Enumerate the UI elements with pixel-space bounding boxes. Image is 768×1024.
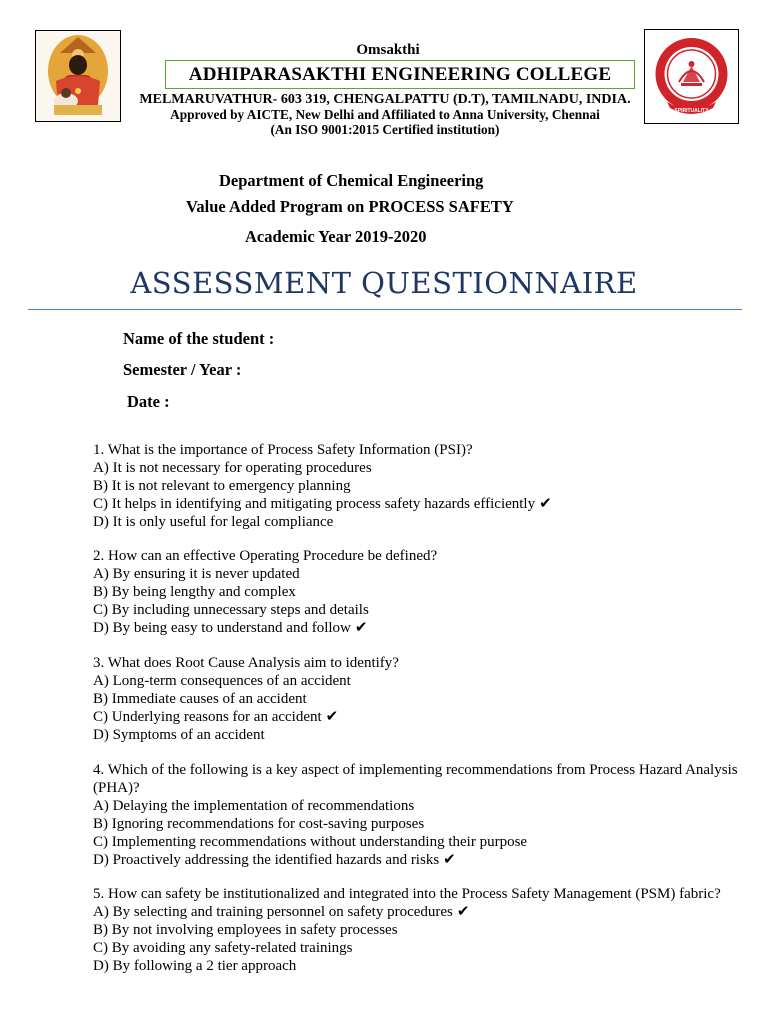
department-name: Department of Chemical Engineering xyxy=(219,171,484,190)
student-name-label: Name of the student : xyxy=(123,329,275,348)
option-correct: C) Underlying reasons for an accident ✔ xyxy=(93,709,339,725)
question-block xyxy=(93,761,743,869)
address-line: MELMARUVATHUR- 603 319, CHENGALPATTU (D.T), TAMILNADU, INDIA. xyxy=(139,92,631,107)
program-name: Value Added Program on PROCESS SAFETY xyxy=(186,197,514,216)
page-title: ASSESSMENT QUESTIONNAIRE xyxy=(130,266,638,300)
option: B) By not involving employees in safety processes xyxy=(93,922,398,938)
check-mark-icon: ✔ xyxy=(456,904,470,920)
question-block xyxy=(93,885,743,975)
check-mark-icon: ✔ xyxy=(325,709,339,725)
option: B) Ignoring recommendations for cost-saving purposes xyxy=(93,816,425,832)
right-logo xyxy=(644,29,739,124)
option: D) Symptoms of an accident xyxy=(93,727,265,743)
option-correct: C) It helps in identifying and mitigating process safety hazards efficiently ✔ xyxy=(93,496,552,512)
option: A) Delaying the implementation of recommendations xyxy=(93,798,415,814)
question-block xyxy=(93,654,743,744)
affiliation-line: Approved by AICTE, New Delhi and Affiliated to Anna University, Chennai xyxy=(170,107,600,122)
option: B) By being lengthy and complex xyxy=(93,584,296,600)
college-seal-icon xyxy=(645,30,738,123)
academic-year: Academic Year 2019-2020 xyxy=(245,227,427,246)
option: B) It is not relevant to emergency planning xyxy=(93,478,351,494)
option: C) By avoiding any safety-related trainings xyxy=(93,940,353,956)
option-correct: A) By selecting and training personnel on safety procedures ✔ xyxy=(93,904,470,920)
question-block xyxy=(93,441,743,531)
question-text: 3. What does Root Cause Analysis aim to identify? xyxy=(93,655,399,671)
check-mark-icon: ✔ xyxy=(539,496,552,512)
check-mark-icon: ✔ xyxy=(443,852,456,868)
seal-motto: SPIRITUALITY xyxy=(674,108,709,114)
certification-line: (An ISO 9001:2015 Certified institution) xyxy=(270,122,500,137)
semester-label: Semester / Year : xyxy=(123,360,242,379)
option-correct: D) Proactively addressing the identified hazards and risks ✔ xyxy=(93,852,456,868)
option-correct: D) By being easy to understand and follow ✔ xyxy=(93,620,368,636)
question-text: 5. How can safety be institutionalized and integrated into the Process Safety Management (PSM) fabric? xyxy=(93,886,721,902)
question-text: 2. How can an effective Operating Procedure be defined? xyxy=(93,548,438,564)
title-divider xyxy=(28,309,742,310)
option: D) By following a 2 tier approach xyxy=(93,958,297,974)
option: C) By including unnecessary steps and details xyxy=(93,602,369,618)
date-label: Date : xyxy=(127,392,170,411)
college-name: ADHIPARASAKTHI ENGINEERING COLLEGE xyxy=(165,60,635,89)
option: A) Long-term consequences of an accident xyxy=(93,673,351,689)
option: B) Immediate causes of an accident xyxy=(93,691,307,707)
option: C) Implementing recommendations without understanding their purpose xyxy=(93,834,528,850)
top-label: Omsakthi xyxy=(356,42,420,58)
left-logo xyxy=(35,30,121,122)
question-text: 4. Which of the following is a key aspect of implementing recommendations from Process Hazard Analysis (PHA)? xyxy=(93,762,738,796)
question-block xyxy=(93,547,743,637)
question-text: 1. What is the importance of Process Safety Information (PSI)? xyxy=(93,442,473,458)
option: D) It is only useful for legal compliance xyxy=(93,514,334,530)
option: A) It is not necessary for operating procedures xyxy=(93,460,372,476)
option: A) By ensuring it is never updated xyxy=(93,566,300,582)
check-mark-icon: ✔ xyxy=(354,620,368,636)
deity-portrait-icon xyxy=(36,31,120,121)
